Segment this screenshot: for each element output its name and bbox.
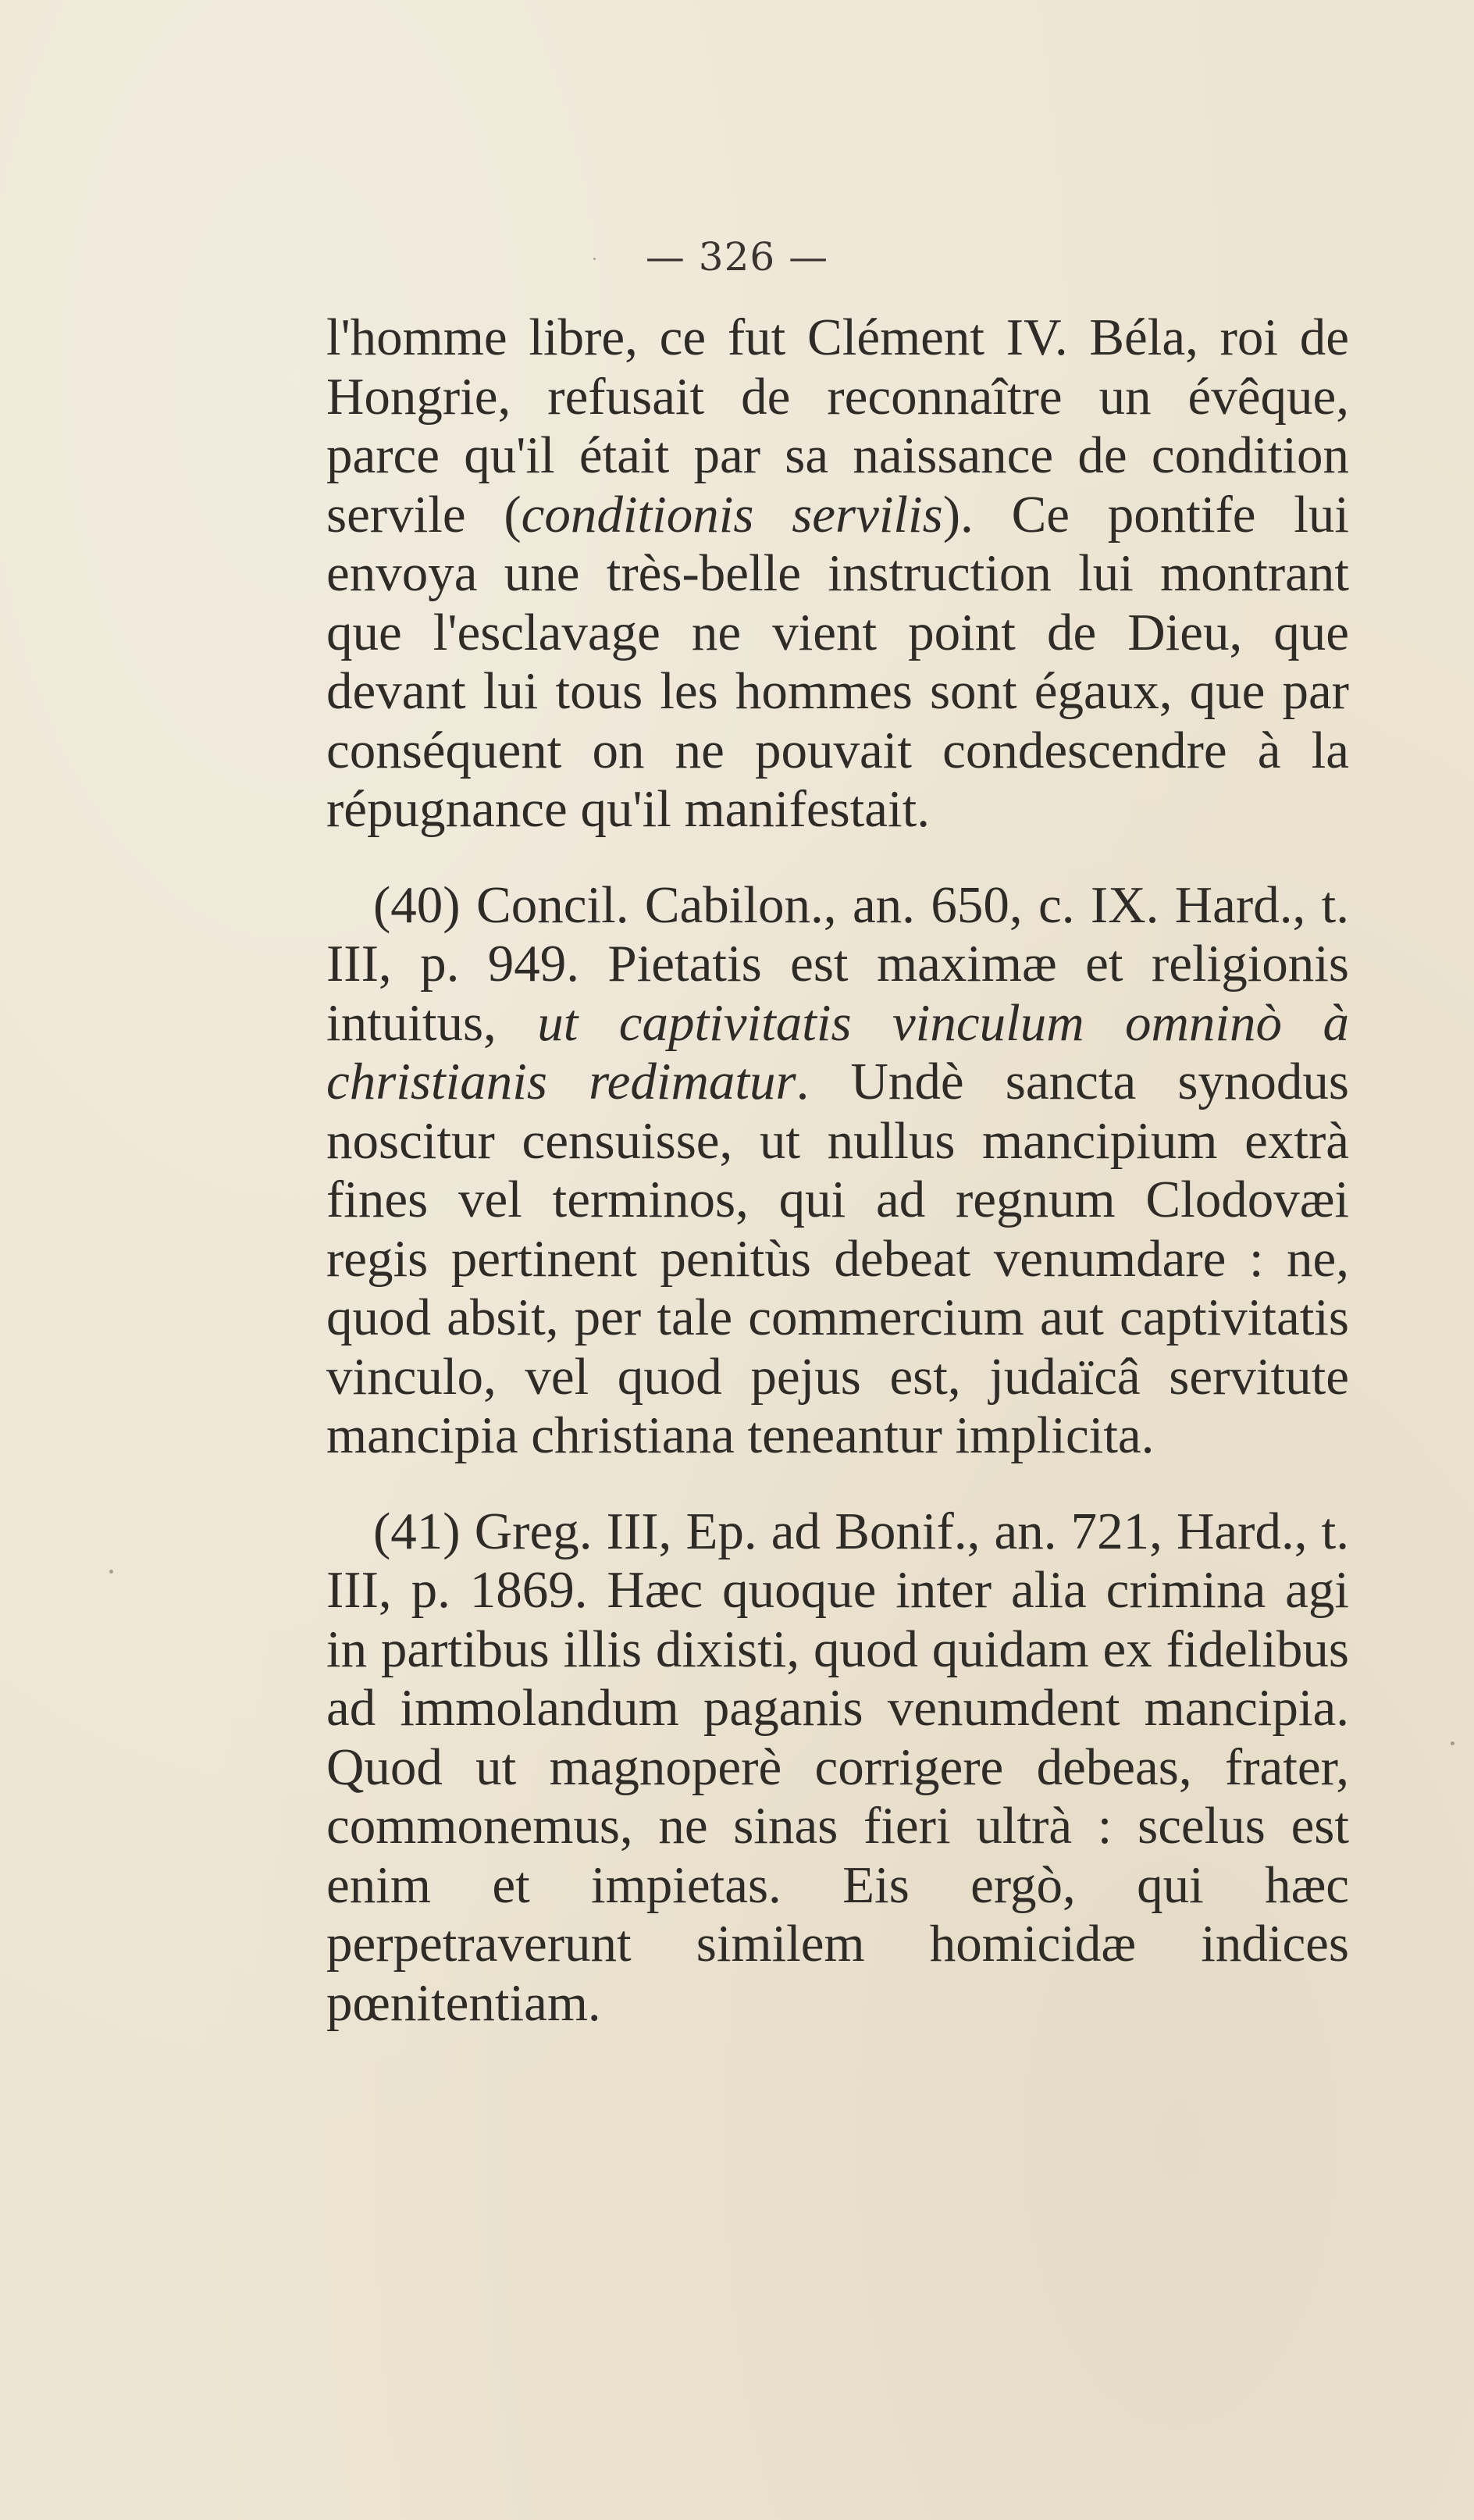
footnote-41-text: (41) Greg. III, Ep. ad Bonif., an. 721, Hard., t. III, p. 1869. Hæc quoque inter alia crimina agi in partibus illis dixisti, quod quidam ex fidelibus ad immolandum paganis venumdent mancipia. Quod ut magnoperè corrigere debeas, frater, commonemus, ne sinas fieri ultrà : scelus est enim et impietas. Eis ergò, qui hæc perpetraverunt similem homicidæ indices pœnitentiam. (326, 1502, 1349, 2032)
paper-speck (109, 1570, 113, 1574)
paragraph-continuation (326, 308, 1349, 839)
footnote-40-text-start: (40) Concil. Cabilon., an. 650, c. IX. Hard., t. III, p. 949. Pietatis est maximæ et religionis intuitus, (326, 875, 1349, 1052)
footnote-40 (326, 876, 1349, 1466)
footnote-40-italic-quote: ut captivitatis vinculum omninò à christianis redimatur (326, 993, 1349, 1110)
footnote-40-text-end: . Undè sancta synodus noscitur censuisse, ut nullus mancipium extrà fines vel terminos, qui ad regnum Clodovæi regis pertinent penitùs debeat venumdare : ne, quod absit, per tale commercium aut captivitatis vinculo, vel quod pejus est, judaïcâ servitute mancipia christiana teneantur implicita. (326, 1053, 1349, 1464)
paragraph-text-start: l'homme libre, ce fut Clément IV. Béla, roi de Hongrie, refusait de reconnaître un évêque, parce qu'il était par sa naissance de condition servile ( (326, 308, 1349, 544)
page-number: — 326 — (645, 234, 829, 280)
paragraph-text-end: ). Ce pontife lui envoya une très-belle instruction lui montrant que l'esclavage ne vient point de Dieu, que devant lui tous les hommes sont égaux, que par conséquent on ne pouvait condescendre à la répugnance qu'il manifestait. (326, 485, 1350, 838)
footnote-41 (326, 1502, 1349, 2033)
page-body (326, 308, 1349, 2033)
paper-speck (1451, 1741, 1454, 1745)
paragraph-italic-phrase: conditionis servilis (521, 485, 943, 544)
paper-speck (593, 258, 596, 260)
